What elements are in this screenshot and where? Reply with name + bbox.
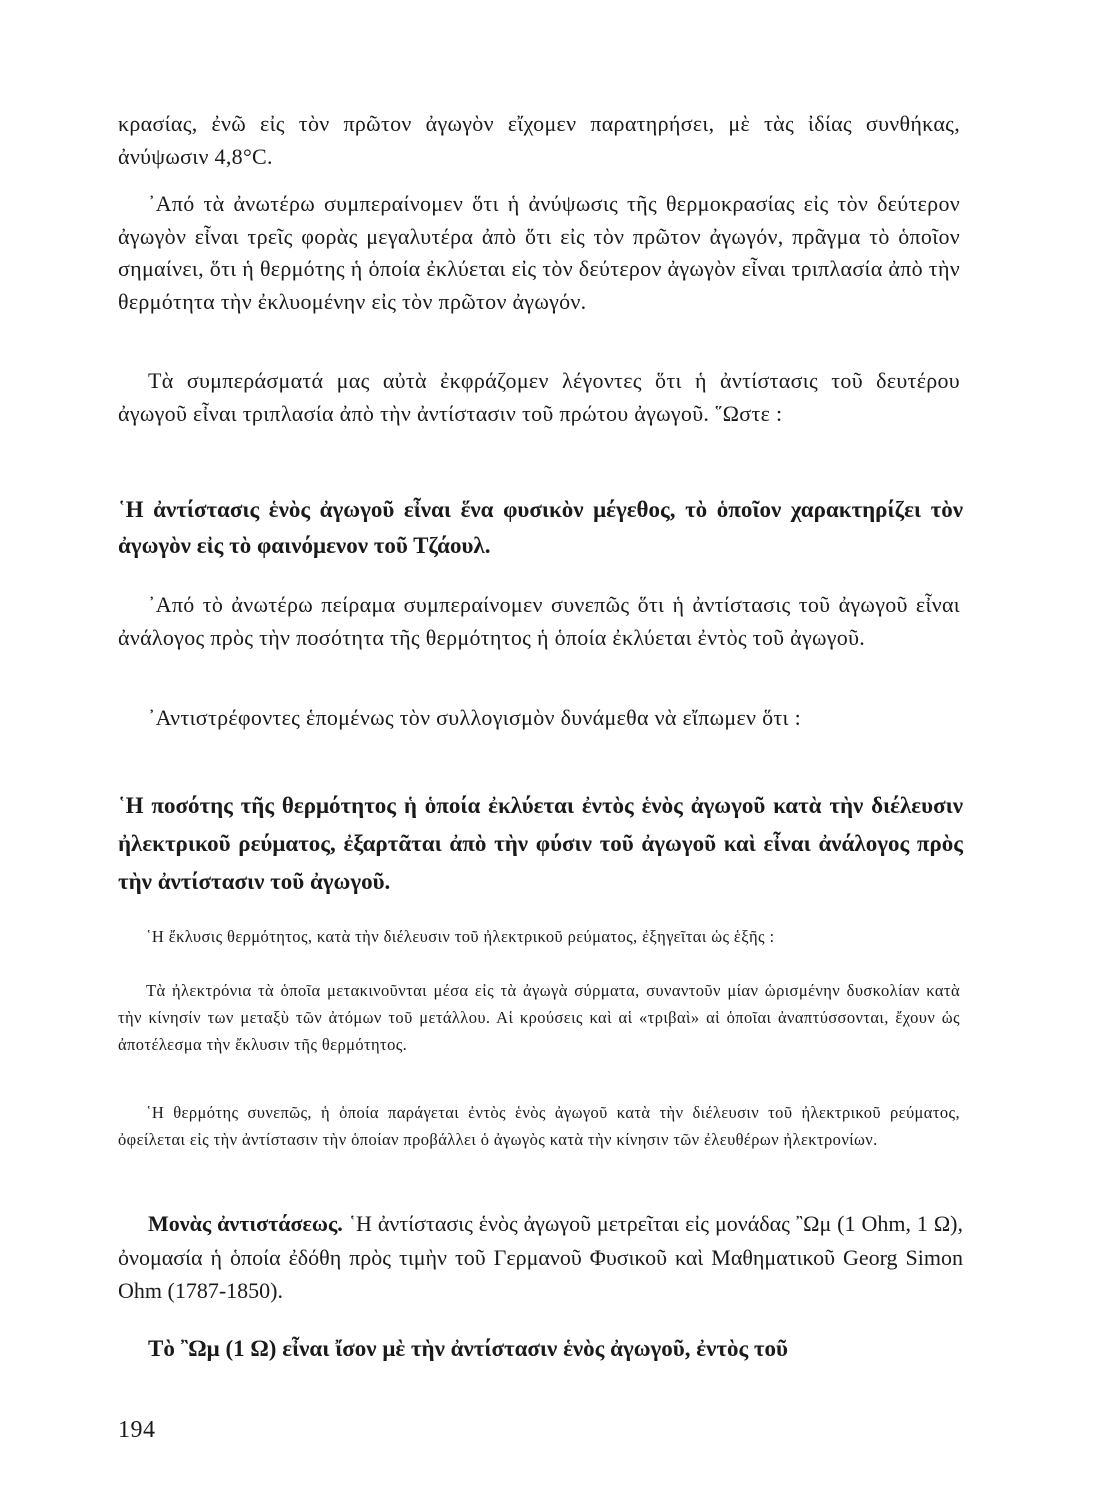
paragraph-unit — [118, 1207, 963, 1308]
paragraph-experiment: ᾿Από τὸ ἀνωτέρω πείραμα συμπεραίνομεν συνεπῶς ὅτι ἡ ἀντίστασις τοῦ ἀγωγοῦ εἶναι ἀνάλογος πρὸς τὴν ποσότητα τῆς θερμότητος ἡ ὁποία ἐκλύεται ἐντὸς τοῦ ἀγωγοῦ. — [118, 592, 960, 650]
paragraph-conclusion: ᾿Από τὰ ἀνωτέρω συμπεραίνομεν ὅτι ἡ ἀνύψωσις τῆς θερμοκρασίας εἰς τὸν δεύτερον ἀγωγὸν εἶναι τρεῖς φορὰς μεγαλυτέρα ἀπὸ ὅτι εἰς τὸν πρῶτον ἀγωγόν, πρᾶγμα τὸ ὁποῖον σημαίνει, ὅτι ἡ θερμότης ἡ ὁποία ἐκλύεται εἰς τὸν δεύτερον ἀγωγὸν εἶναι τριπλασία ἀπὸ τὴν θερμότητα τὴν ἐκλυομένην εἰς τὸν πρῶτον ἀγωγόν. — [118, 191, 960, 314]
rule-heat-quantity: ῾Η ποσότης τῆς θερμότητος ἡ ὁποία ἐκλύεται ἐντὸς ἑνὸς ἀγωγοῦ κατὰ τὴν διέλευσιν ἠλεκτρικοῦ ρεύματος, ἐξαρτᾶται ἀπὸ τὴν φύσιν τοῦ ἀγωγοῦ καὶ εἶναι ἀνάλογος πρὸς τὴν ἀντίστασιν τοῦ ἀγωγοῦ. — [118, 793, 963, 894]
paragraph-continuation: κρασίας, ἐνῶ εἰς τὸν πρῶτον ἀγωγὸν εἴχομεν παρατηρήσει, μὲ τὰς ἰδίας συνθήκας, ἀνύψωσιν 4,8°C. — [118, 111, 960, 169]
paragraph-inversion: ᾿Αντιστρέφοντες ἑπομένως τὸν συλλογισμὸν δυνάμεθα νὰ εἴπωμεν ὅτι : — [148, 705, 801, 730]
unit-text: ῾Η ἀντίστασις ἑνὸς ἀγωγοῦ μετρεῖται εἰς μονάδας ῍Ωμ (1 Ohm, 1 Ω), ὀνομασία ἡ ὁποία ἐδόθη πρὸς τιμὴν τοῦ Γερμανοῦ Φυσικοῦ καὶ Μαθηματικοῦ Georg Simon Ohm (1787-1850). — [118, 1211, 964, 1303]
ohm-definition: Τὸ ῍Ωμ (1 Ω) εἶναι ἴσον μὲ τὴν ἀντίστασιν ἑνὸς ἀγωγοῦ, ἐντὸς τοῦ — [148, 1336, 788, 1361]
note-resistance-cause: ῾Η θερμότης συνεπῶς, ἡ ὁποία παράγεται ἐντὸς ἑνὸς ἀγωγοῦ κατὰ τὴν διέλευσιν τοῦ ἠλεκτρικοῦ ρεύματος, ὀφείλεται εἰς τὴν ἀντίστασιν τὴν ὁποίαν προβάλλει ὁ ἀγωγὸς κατὰ τὴν κίνησιν τῶν ἐλευθέρων ἠλεκτρονίων. — [118, 1103, 960, 1149]
rule-resistance-definition: ῾Η ἀντίστασις ἑνὸς ἀγωγοῦ εἶναι ἕνα φυσικὸν μέγεθος, τὸ ὁποῖον χαρακτηρίζει τὸν ἀγωγὸν εἰς τὸ φαινόμενον τοῦ Τζάουλ. — [118, 497, 963, 558]
note-heat-explanation: ῾Η ἔκλυσις θερμότητος, κατὰ τὴν διέλευσιν τοῦ ἠλεκτρικοῦ ρεύματος, ἐξηγεῖται ὡς ἑξῆς : — [146, 927, 775, 946]
note-electrons: Τὰ ἠλεκτρόνια τὰ ὁποῖα μετακινοῦνται μέσα εἰς τὰ ἀγωγὰ σύρματα, συναντοῦν μίαν ὡρισμένην δυσκολίαν κατὰ τὴν κίνησίν των μεταξὺ τῶν ἀτόμων τοῦ μετάλλου. Αἱ κρούσεις καὶ αἱ «τριβαὶ» αἱ ὁποῖαι ἀναπτύσσονται, ἔχουν ὡς ἀποτέλεσμα τὴν ἔκλυσιν τῆς θερμότητος. — [118, 981, 960, 1054]
unit-heading: Μονὰς ἀντιστάσεως. — [148, 1211, 343, 1236]
page-number: 194 — [118, 1417, 156, 1443]
paragraph-summary: Τὰ συμπεράσματά μας αὐτὰ ἐκφράζομεν λέγοντες ὅτι ἡ ἀντίστασις τοῦ δευτέρου ἀγωγοῦ εἶναι τριπλασία ἀπὸ τὴν ἀντίστασιν τοῦ πρώτου ἀγωγοῦ. ῞Ωστε : — [118, 368, 960, 426]
